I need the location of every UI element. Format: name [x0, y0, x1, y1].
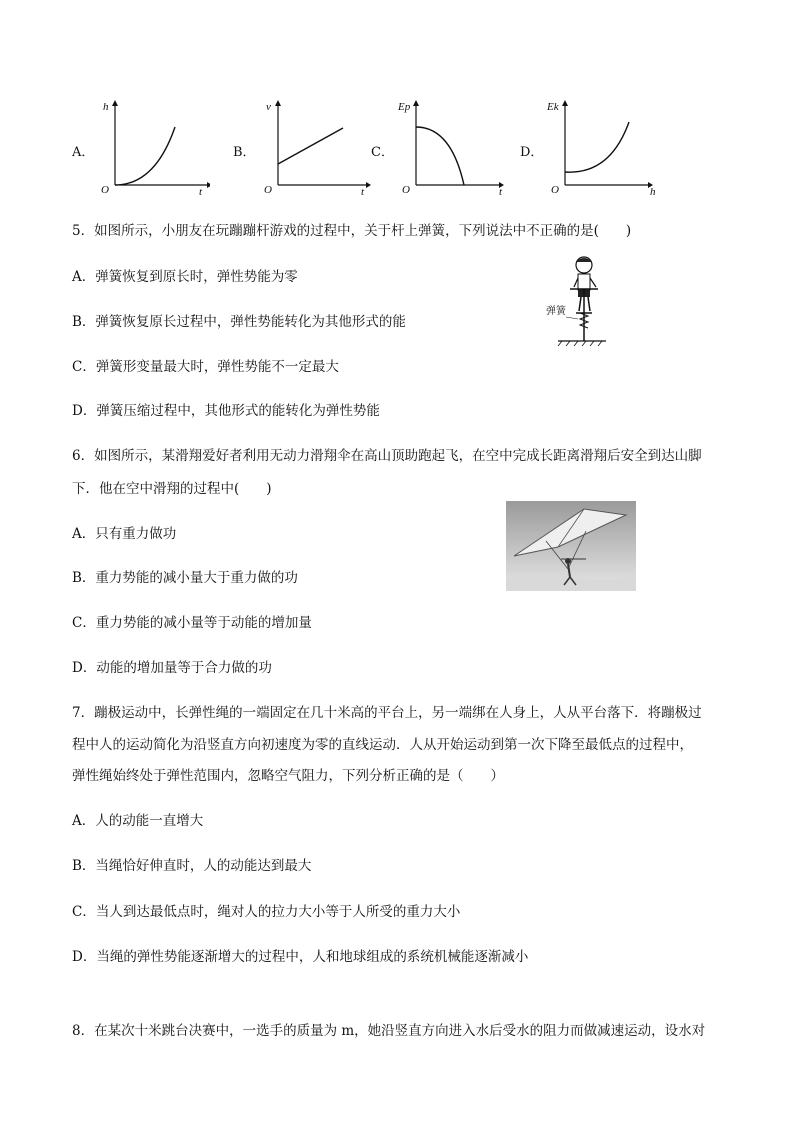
q7-stem-line3: 弹性绳始终处于弹性范围内，忽略空气阻力，下列分析正确的是（ ） — [72, 768, 504, 784]
q5-option-d[interactable]: D．弹簧压缩过程中，其他形式的能转化为弹性势能 — [72, 403, 380, 419]
q4-option-b-label: B． — [233, 145, 256, 160]
q6-stem-line1: 6．如图所示，某滑翔爱好者利用无动力滑翔伞在高山顶助跑起飞，在空中完成长距离滑翔后安全到达山脚 — [72, 448, 702, 464]
q7-stem-line2: 程中人的运动简化为沿竖直方向初速度为零的直线运动．人从开始运动到第一次下降至最低点的过程中， — [72, 737, 693, 753]
q5-option-c[interactable]: C．弹簧形变量最大时，弹性势能不一定最大 — [72, 359, 339, 375]
q7-option-b[interactable]: B．当绳恰好伸直时，人的动能达到最大 — [72, 858, 312, 874]
q6-option-d[interactable]: D．动能的增加量等于合力做的功 — [72, 660, 272, 676]
q6-option-b[interactable]: B．重力势能的减小量大于重力做的功 — [72, 570, 298, 586]
q6-option-c[interactable]: C．重力势能的减小量等于动能的增加量 — [72, 615, 312, 631]
pogo-stick-figure — [540, 253, 610, 355]
q5-stem: 5．如图所示，小朋友在玩蹦蹦杆游戏的过程中，关于杆上弹簧，下列说法中不正确的是( ) — [72, 223, 632, 239]
q4-c-xlabel: t — [499, 186, 503, 197]
q4-b-xlabel: t — [361, 186, 365, 197]
q4-graph-d — [545, 97, 660, 201]
q4-graph-b — [258, 97, 373, 201]
q5-option-a[interactable]: A．弹簧恢复到原长时，弹性势能为零 — [72, 269, 298, 285]
q4-b-origin: O — [264, 184, 272, 196]
q4-graph-a — [95, 97, 210, 201]
spring-label: 弹簧 — [546, 306, 566, 317]
q5-option-b[interactable]: B．弹簧恢复原长过程中，弹性势能转化为其他形式的能 — [72, 314, 406, 330]
q4-c-ylabel: Ep — [398, 101, 411, 113]
q6-stem-line2: 下．他在空中滑翔的过程中( ) — [72, 481, 272, 497]
q8-stem-line1: 8．在某次十米跳台决赛中，一选手的质量为 m，她沿竖直方向进入水后受水的阻力而做减速运动，设水对 — [72, 1023, 706, 1039]
q4-graph-c — [396, 97, 511, 201]
q7-option-d[interactable]: D．当绳的弹性势能逐渐增大的过程中，人和地球组成的系统机械能逐渐减小 — [72, 949, 529, 965]
q4-d-origin: O — [551, 184, 559, 196]
q4-option-c-label: C． — [371, 145, 394, 160]
q4-d-ylabel: Ek — [547, 101, 559, 113]
q4-a-origin: O — [101, 184, 109, 196]
q4-b-ylabel: v — [266, 101, 271, 113]
q4-c-origin: O — [402, 184, 410, 196]
q4-option-a-label: A． — [72, 145, 95, 160]
q4-a-ylabel: h — [103, 101, 109, 113]
q6-option-a[interactable]: A．只有重力做功 — [72, 526, 177, 542]
q4-option-d-label: D． — [520, 145, 544, 160]
q7-option-c[interactable]: C．当人到达最低点时，绳对人的拉力大小等于人所受的重力大小 — [72, 904, 461, 920]
q4-d-xlabel: h — [650, 186, 656, 197]
hang-glider-photo — [506, 501, 636, 595]
q7-option-a[interactable]: A．人的动能一直增大 — [72, 813, 204, 829]
q4-a-xlabel: t — [199, 186, 203, 197]
q7-stem-line1: 7．蹦极运动中，长弹性绳的一端固定在几十米高的平台上，另一端绑在人身上，人从平台落下．将蹦极过 — [72, 705, 702, 721]
